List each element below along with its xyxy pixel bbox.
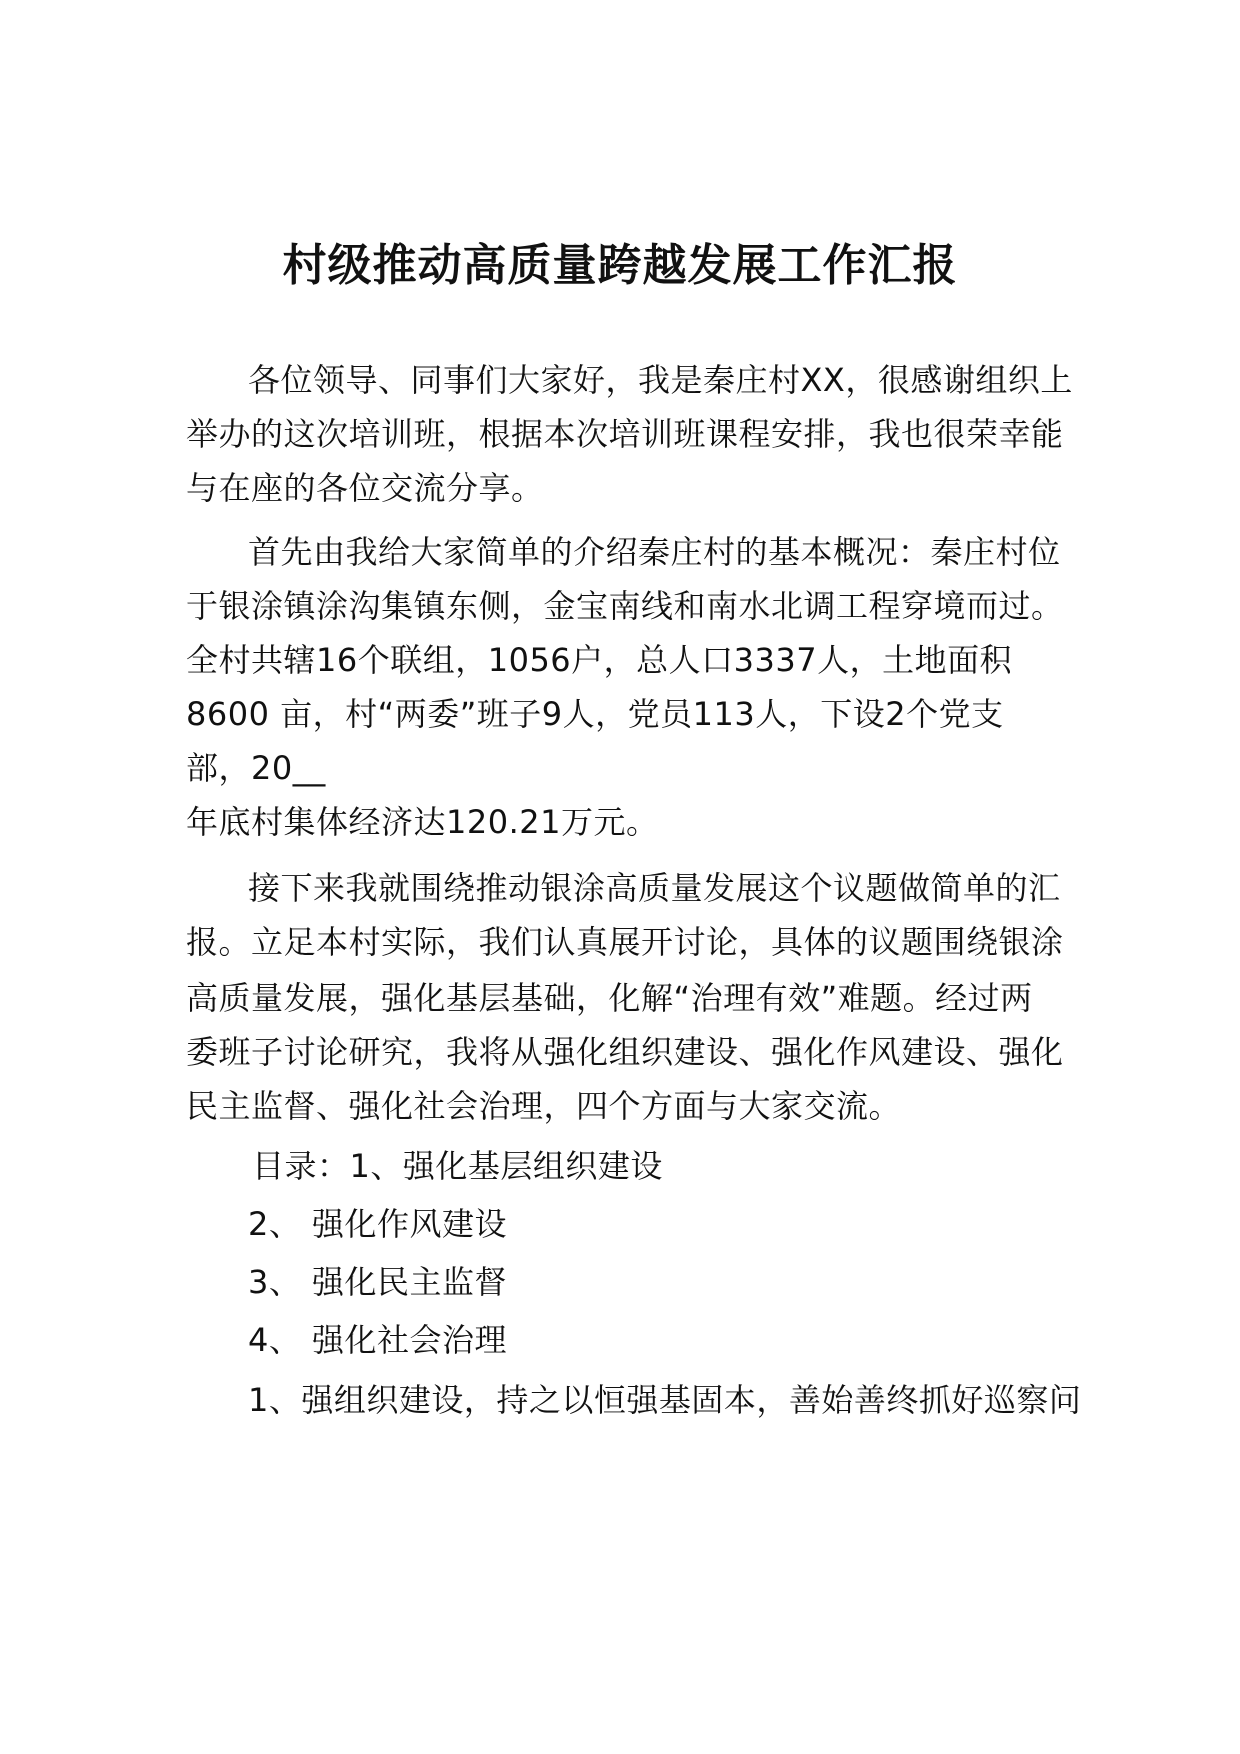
paragraph-2-line-3: 全村共辖16个联组，1056户，总人口3337人，土地面积: [186, 641, 1013, 679]
paragraph-2-line-2: 于银涂镇涂沟集镇东侧，金宝南线和南水北调工程穿境而过。: [186, 587, 1064, 625]
paragraph-2-line-1: 首先由我给大家简单的介绍秦庄村的基本概况：秦庄村位: [248, 533, 1061, 571]
paragraph-2-line-4: 8600 亩，村“两委”班子9人，党员113人，下设2个党支: [186, 695, 1004, 733]
paragraph-3-line-2: 报。立足本村实际，我们认真展开讨论，具体的议题围绕银涂: [186, 923, 1064, 961]
paragraph-3-line-3: 高质量发展，强化基层基础，化解“治理有效”难题。经过两: [186, 979, 1033, 1017]
toc-line-1: 目录：1、强化基层组织建设: [252, 1147, 663, 1185]
toc-line-2: 2、 强化作风建设: [248, 1205, 508, 1243]
paragraph-2-line-5: 部，20__: [186, 749, 326, 787]
paragraph-1-line-2: 举办的这次培训班，根据本次培训班课程安排，我也很荣幸能: [186, 415, 1064, 453]
paragraph-3-line-1: 接下来我就围绕推动银涂高质量发展这个议题做简单的汇: [248, 869, 1061, 907]
paragraph-2-line-6: 年底村集体经济达120.21万元。: [186, 803, 659, 841]
paragraph-1-line-1: 各位领导、同事们大家好，我是秦庄村XX，很感谢组织上: [248, 361, 1073, 399]
paragraph-3-line-5: 民主监督、强化社会治理，四个方面与大家交流。: [186, 1087, 902, 1125]
document-title: 村级推动高质量跨越发展工作汇报: [282, 240, 958, 291]
paragraph-1-line-3: 与在座的各位交流分享。: [186, 469, 544, 507]
paragraph-3-line-4: 委班子讨论研究，我将从强化组织建设、强化作风建设、强化: [186, 1033, 1064, 1071]
toc-line-3: 3、 强化民主监督: [248, 1263, 508, 1301]
toc-line-4: 4、 强化社会治理: [248, 1321, 508, 1359]
section-1-heading-line: 1、强组织建设，持之以恒强基固本，善始善终抓好巡察问: [248, 1381, 1082, 1419]
